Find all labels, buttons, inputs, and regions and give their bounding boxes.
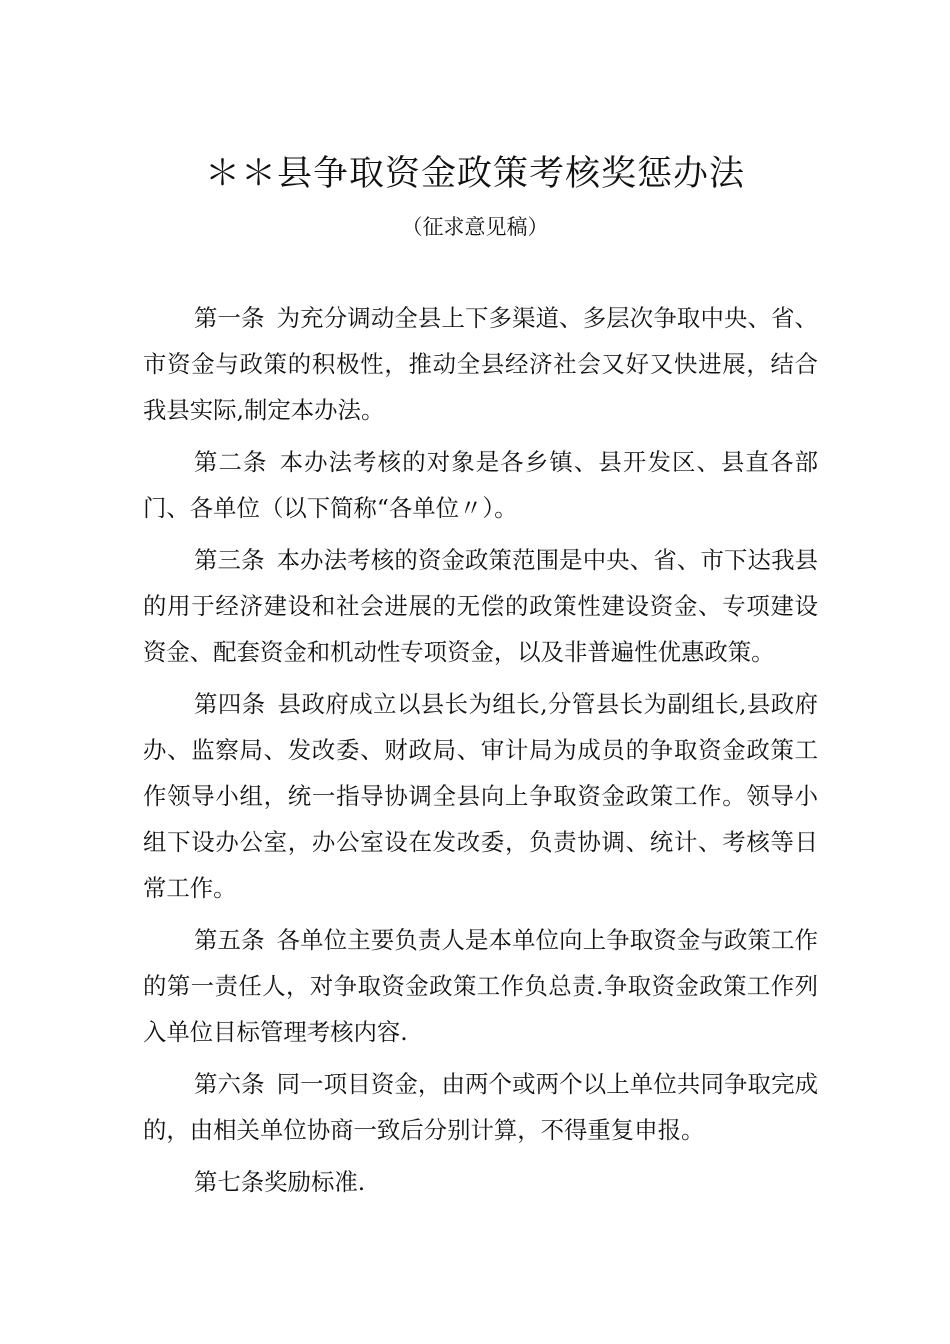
article-number: 第二条	[194, 448, 268, 476]
article-number: 第三条	[194, 546, 265, 574]
article-5	[143, 917, 818, 1055]
article-text: 本办法考核的资金政策范围是中央、省、市下达我县的用于经济建设和社会进展的无偿的政策性建设资金、专项建设资金、配套资金和机动性专项资金，以及非普遍性优惠政策。	[143, 546, 819, 666]
article-7	[143, 1159, 818, 1205]
article-text: 各单位主要负责人是本单位向上争取资金与政策工作的第一责任人，对争取资金政策工作负总责.争取资金政策工作列入单位目标管理考核内容.	[143, 926, 819, 1046]
article-text: 为充分调动全县上下多渠道、多层次争取中央、省、市资金与政策的积极性，推动全县经济社会又好又快进展，结合我县实际,制定本办法。	[143, 304, 819, 424]
article-number: 第五条	[194, 926, 265, 954]
article-1	[143, 295, 818, 433]
article-text: 奖励标准.	[264, 1168, 366, 1196]
article-text: 同一项目资金，由两个或两个以上单位共同争取完成的，由相关单位协商一致后分别计算，不得重复申报。	[143, 1070, 819, 1144]
article-text: 县政府成立以县长为组长,分管县长为副组长,县政府办、监察局、发改委、财政局、审计局为成员的争取资金政策工作领导小组，统一指导协调全县向上争取资金政策工作。领导小组下设办公室，办公室设在发改委，负责协调、统计、考核等日常工作。	[143, 690, 819, 902]
article-2	[143, 439, 818, 531]
document-body	[143, 295, 818, 1211]
article-number: 第四条	[194, 690, 266, 718]
article-3	[143, 537, 818, 675]
article-number: 第七条	[194, 1168, 265, 1196]
article-6	[143, 1061, 818, 1153]
document-subtitle: （征求意见稿）	[401, 215, 549, 239]
document-title: ＊＊县争取资金政策考核奖惩办法	[204, 154, 745, 194]
article-number: 第一条	[194, 304, 265, 332]
article-text: 本办法考核的对象是各乡镇、县开发区、县直各部门、各单位（以下简称“各单位〃）。	[143, 448, 818, 522]
article-number: 第六条	[194, 1070, 265, 1098]
article-4	[143, 681, 818, 911]
